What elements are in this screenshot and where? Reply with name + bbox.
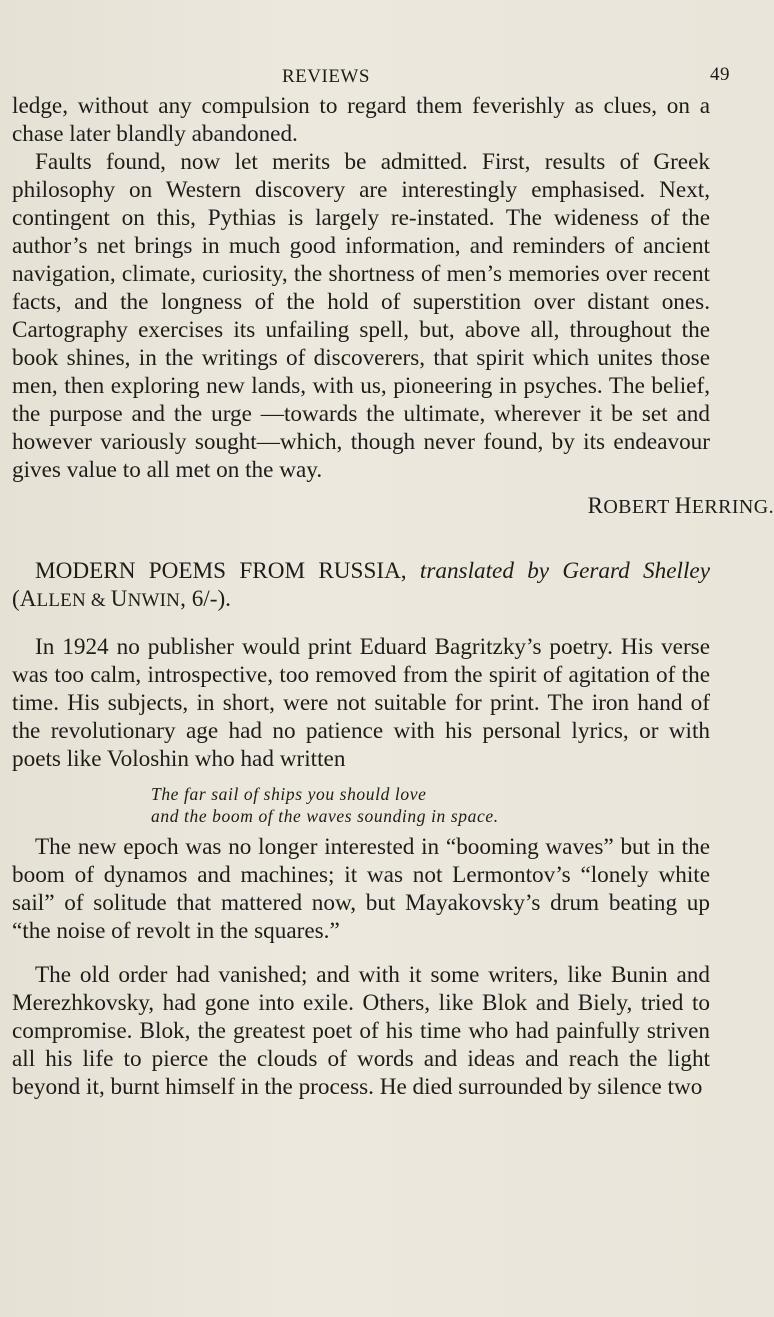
- price: , 6/-).: [180, 586, 231, 612]
- running-head-title: REVIEWS: [282, 66, 370, 87]
- publisher-u-initial: U: [110, 586, 128, 611]
- review-paragraph-3: The old order had vanished; and with it some writers, like Bunin and Merezhkovsky, had gone into exile. Others, like Blok and Biely, tried to compromise. Blok, the greatest poet of his time who had painfully striven all his life to pierce the clouds of words and ideas and reach the light beyond it, burnt himself in the process. He died surrounded by silence two: [12, 962, 710, 1100]
- page-number: 49: [710, 64, 730, 85]
- publisher-a-initial: A: [19, 586, 37, 611]
- publisher-amp: &: [85, 590, 111, 611]
- signature-first-initial: R: [587, 493, 604, 518]
- signature-first-rest: OBERT: [603, 496, 670, 518]
- running-head: [12, 58, 730, 92]
- continuation-paragraph: ledge, without any compulsion to regard them feverishly as clues, on a chase later blandly abandoned.: [12, 93, 710, 147]
- merits-paragraph: Faults found, now let merits be admitted. First, results of Greek philosophy on Western discovery are interestingly emphasised. Next, contingent on this, Pythias is largely re-instated. The wideness of the author’s net brings in much good information, and reminders of ancient navigation, climate, curiosity, the shortness of men’s memories over recent facts, and the longness of the hold of superstition over distant ones. Cartography exercises its unfailing spell, but, above all, throughout the book shines, in the writings of discoverers, that spirit which unites those men, then exploring new lands, with us, pioneering in psyches. The belief, the purpose and the urge —towards the ultimate, wherever it be set and however variously sought—which, though never found, by its endeavour gives value to all met on the way.: [12, 149, 710, 483]
- review-paragraph-1: In 1924 no publisher would print Eduard Bagritzky’s poetry. His verse was too calm, introspective, too removed from the spirit of agitation of the time. His subjects, in short, were not suitable for print. The iron hand of the revolutionary age had no patience with his personal lyrics, or with poets like Voloshin who had written: [12, 634, 710, 772]
- signature-last-rest: ERRING.: [691, 496, 774, 518]
- verse-line-1: The far sail of ships you should love: [151, 784, 427, 804]
- signature-last-initial: H: [674, 493, 692, 518]
- publisher-name: [19, 586, 181, 611]
- review-paragraph-2: The new epoch was no longer interested in “booming waves” but in the boom of dynamos and machines; it was not Lermontov’s “lonely white sail” of solitude that mattered now, but Mayakovsky’s drum beating up “the noise of revolt in the squares.”: [12, 834, 710, 944]
- publisher-a-rest: LLEN: [36, 590, 86, 611]
- publisher-u-rest: NWIN: [127, 590, 181, 611]
- verse-quotation: [151, 783, 710, 827]
- translator-credit: translated by Gerard Shelley: [419, 558, 710, 584]
- review-heading: [12, 557, 710, 615]
- body-text: [12, 92, 774, 1101]
- publisher-open: (: [12, 586, 20, 612]
- verse-line-2: and the boom of the waves sounding in space.: [151, 806, 499, 826]
- reviewer-signature: [12, 492, 774, 521]
- book-title: MODERN POEMS FROM RUSSIA,: [35, 558, 407, 584]
